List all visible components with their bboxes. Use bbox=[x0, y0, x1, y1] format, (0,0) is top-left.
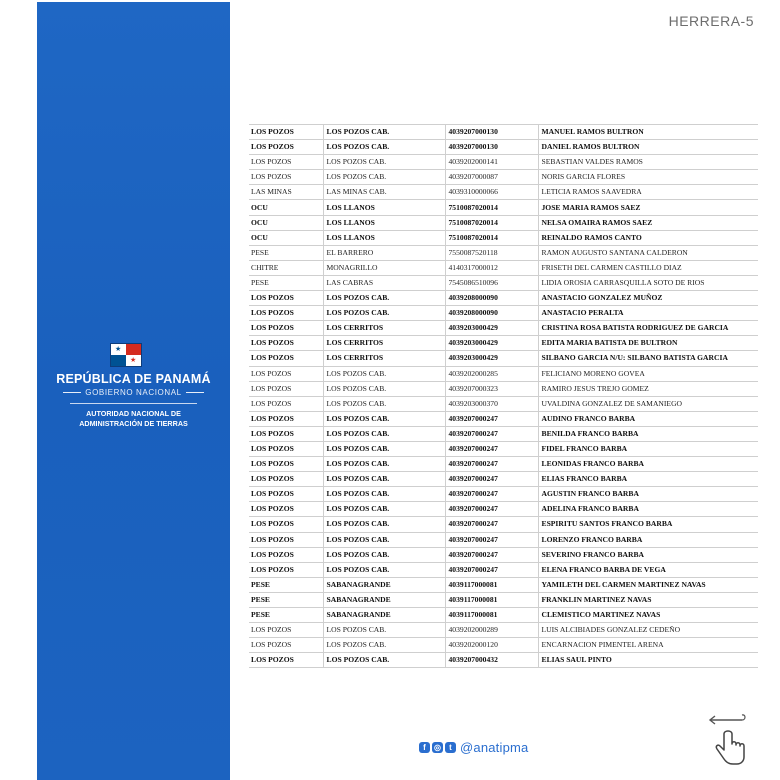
distrito-cell: LOS POZOS bbox=[249, 532, 323, 547]
corregimiento-cell: LOS CERRITOS bbox=[323, 321, 445, 336]
distrito-cell: LOS POZOS bbox=[249, 562, 323, 577]
distrito-cell: LOS POZOS bbox=[249, 472, 323, 487]
corregimiento-cell: LOS POZOS CAB. bbox=[323, 140, 445, 155]
table-row bbox=[249, 441, 758, 456]
finca-number-cell: 7510087020014 bbox=[445, 200, 538, 215]
distrito-cell: LOS POZOS bbox=[249, 351, 323, 366]
table-row bbox=[249, 245, 758, 260]
table-row bbox=[249, 336, 758, 351]
distrito-cell: LOS POZOS bbox=[249, 517, 323, 532]
distrito-cell: LAS MINAS bbox=[249, 185, 323, 200]
distrito-cell: LOS POZOS bbox=[249, 291, 323, 306]
finca-number-cell: 4039207000247 bbox=[445, 547, 538, 562]
owner-name-cell: ANASTACIO PERALTA bbox=[538, 306, 758, 321]
distrito-cell: OCU bbox=[249, 200, 323, 215]
owner-name-cell: SEBASTIAN VALDES RAMOS bbox=[538, 155, 758, 170]
owner-name-cell: BENILDA FRANCO BARBA bbox=[538, 426, 758, 441]
owner-name-cell: LORENZO FRANCO BARBA bbox=[538, 532, 758, 547]
table-row bbox=[249, 291, 758, 306]
distrito-cell: LOS POZOS bbox=[249, 155, 323, 170]
corregimiento-cell: LOS POZOS CAB. bbox=[323, 155, 445, 170]
distrito-cell: PESE bbox=[249, 275, 323, 290]
brand-sidebar bbox=[37, 2, 230, 780]
distrito-cell: LOS POZOS bbox=[249, 638, 323, 653]
government-label: GOBIERNO NACIONAL bbox=[37, 388, 230, 397]
facebook-icon[interactable]: f bbox=[419, 742, 430, 753]
distrito-cell: LOS POZOS bbox=[249, 502, 323, 517]
distrito-cell: LOS POZOS bbox=[249, 653, 323, 668]
corregimiento-cell: LOS POZOS CAB. bbox=[323, 517, 445, 532]
owner-name-cell: DANIEL RAMOS BULTRON bbox=[538, 140, 758, 155]
corregimiento-cell: LOS POZOS CAB. bbox=[323, 170, 445, 185]
table-row bbox=[249, 592, 758, 607]
corregimiento-cell: LOS POZOS CAB. bbox=[323, 441, 445, 456]
table-row bbox=[249, 155, 758, 170]
finca-number-cell: 4039202000285 bbox=[445, 366, 538, 381]
table-row bbox=[249, 638, 758, 653]
owner-name-cell: AGUSTIN FRANCO BARBA bbox=[538, 487, 758, 502]
divider bbox=[70, 403, 197, 404]
distrito-cell: LOS POZOS bbox=[249, 140, 323, 155]
distrito-cell: LOS POZOS bbox=[249, 623, 323, 638]
corregimiento-cell: LAS CABRAS bbox=[323, 275, 445, 290]
table-row bbox=[249, 502, 758, 517]
finca-number-cell: 4039207000247 bbox=[445, 517, 538, 532]
country-name: REPÚBLICA DE PANAMÁ bbox=[56, 372, 211, 386]
distrito-cell: LOS POZOS bbox=[249, 306, 323, 321]
table-row bbox=[249, 215, 758, 230]
finca-number-cell: 4039207000247 bbox=[445, 426, 538, 441]
owner-name-cell: MANUEL RAMOS BULTRON bbox=[538, 125, 758, 140]
distrito-cell: LOS POZOS bbox=[249, 336, 323, 351]
owner-name-cell: FRISETH DEL CARMEN CASTILLO DIAZ bbox=[538, 260, 758, 275]
finca-number-cell: 4039207000087 bbox=[445, 170, 538, 185]
owner-name-cell: ADELINA FRANCO BARBA bbox=[538, 502, 758, 517]
owner-name-cell: RAMON AUGUSTO SANTANA CALDERON bbox=[538, 245, 758, 260]
records-table bbox=[249, 124, 758, 668]
finca-number-cell: 4039207000247 bbox=[445, 441, 538, 456]
corregimiento-cell: LOS POZOS CAB. bbox=[323, 366, 445, 381]
corregimiento-cell: SABANAGRANDE bbox=[323, 608, 445, 623]
table-row bbox=[249, 381, 758, 396]
distrito-cell: LOS POZOS bbox=[249, 547, 323, 562]
distrito-cell: PESE bbox=[249, 577, 323, 592]
distrito-cell: PESE bbox=[249, 608, 323, 623]
finca-number-cell: 4039207000247 bbox=[445, 562, 538, 577]
table-row bbox=[249, 275, 758, 290]
finca-number-cell: 7510087020014 bbox=[445, 230, 538, 245]
finca-number-cell: 7550087520118 bbox=[445, 245, 538, 260]
corregimiento-cell: LOS POZOS CAB. bbox=[323, 638, 445, 653]
table-row bbox=[249, 653, 758, 668]
corregimiento-cell: LOS POZOS CAB. bbox=[323, 396, 445, 411]
owner-name-cell: LETICIA RAMOS SAAVEDRA bbox=[538, 185, 758, 200]
corregimiento-cell: LOS POZOS CAB. bbox=[323, 306, 445, 321]
finca-number-cell: 4039207000432 bbox=[445, 653, 538, 668]
finca-number-cell: 4039207000247 bbox=[445, 457, 538, 472]
table-row bbox=[249, 517, 758, 532]
owner-name-cell: ENCARNACION PIMENTEL ARENA bbox=[538, 638, 758, 653]
finca-number-cell: 4039207000323 bbox=[445, 381, 538, 396]
distrito-cell: LOS POZOS bbox=[249, 366, 323, 381]
corregimiento-cell: LOS POZOS CAB. bbox=[323, 472, 445, 487]
finca-number-cell: 4039207000247 bbox=[445, 532, 538, 547]
owner-name-cell: AUDINO FRANCO BARBA bbox=[538, 411, 758, 426]
finca-number-cell: 4039203000429 bbox=[445, 336, 538, 351]
finca-number-cell: 4039203000429 bbox=[445, 351, 538, 366]
table-row bbox=[249, 396, 758, 411]
finca-number-cell: 4039207000247 bbox=[445, 472, 538, 487]
corregimiento-cell: LOS LLANOS bbox=[323, 215, 445, 230]
corregimiento-cell: LOS LLANOS bbox=[323, 200, 445, 215]
corregimiento-cell: MONAGRILLO bbox=[323, 260, 445, 275]
table-row bbox=[249, 472, 758, 487]
social-links bbox=[419, 739, 528, 755]
owner-name-cell: ESPIRITU SANTOS FRANCO BARBA bbox=[538, 517, 758, 532]
owner-name-cell: FELICIANO MORENO GOVEA bbox=[538, 366, 758, 381]
finca-number-cell: 4039208000090 bbox=[445, 306, 538, 321]
corregimiento-cell: LOS POZOS CAB. bbox=[323, 125, 445, 140]
owner-name-cell: FIDEL FRANCO BARBA bbox=[538, 441, 758, 456]
distrito-cell: PESE bbox=[249, 245, 323, 260]
finca-number-cell: 4039207000247 bbox=[445, 487, 538, 502]
owner-name-cell: RAMIRO JESUS TREJO GOMEZ bbox=[538, 381, 758, 396]
corregimiento-cell: LOS POZOS CAB. bbox=[323, 502, 445, 517]
finca-number-cell: 4039310000066 bbox=[445, 185, 538, 200]
owner-name-cell: SILBANO GARCIA N/U: SILBANO BATISTA GARCIA bbox=[538, 351, 758, 366]
table-row bbox=[249, 321, 758, 336]
owner-name-cell: SEVERINO FRANCO BARBA bbox=[538, 547, 758, 562]
finca-number-cell: 4039207000130 bbox=[445, 140, 538, 155]
table-row bbox=[249, 547, 758, 562]
distrito-cell: LOS POZOS bbox=[249, 426, 323, 441]
finca-number-cell: 4039203000429 bbox=[445, 321, 538, 336]
table-row bbox=[249, 170, 758, 185]
table-row bbox=[249, 140, 758, 155]
corregimiento-cell: LOS POZOS CAB. bbox=[323, 487, 445, 502]
table-row bbox=[249, 411, 758, 426]
finca-number-cell: 4039202000120 bbox=[445, 638, 538, 653]
distrito-cell: LOS POZOS bbox=[249, 411, 323, 426]
finca-number-cell: 4039202000141 bbox=[445, 155, 538, 170]
corregimiento-cell: LOS POZOS CAB. bbox=[323, 547, 445, 562]
corregimiento-cell: LOS POZOS CAB. bbox=[323, 532, 445, 547]
table-row bbox=[249, 532, 758, 547]
page-tag: HERRERA-5 bbox=[668, 13, 754, 29]
owner-name-cell: EDITA MARIA BATISTA DE BULTRON bbox=[538, 336, 758, 351]
table-row bbox=[249, 487, 758, 502]
table-row bbox=[249, 185, 758, 200]
table-row bbox=[249, 577, 758, 592]
owner-name-cell: CLEMISTICO MARTINEZ NAVAS bbox=[538, 608, 758, 623]
table-row bbox=[249, 230, 758, 245]
table-row bbox=[249, 457, 758, 472]
owner-name-cell: LEONIDAS FRANCO BARBA bbox=[538, 457, 758, 472]
owner-name-cell: ELIAS FRANCO BARBA bbox=[538, 472, 758, 487]
table-row bbox=[249, 426, 758, 441]
finca-number-cell: 4039208000090 bbox=[445, 291, 538, 306]
table-row bbox=[249, 608, 758, 623]
table-row bbox=[249, 200, 758, 215]
distrito-cell: LOS POZOS bbox=[249, 321, 323, 336]
finca-number-cell: 4039202000289 bbox=[445, 623, 538, 638]
corregimiento-cell: LOS POZOS CAB. bbox=[323, 653, 445, 668]
corregimiento-cell: SABANAGRANDE bbox=[323, 577, 445, 592]
finca-number-cell: 7510087020014 bbox=[445, 215, 538, 230]
corregimiento-cell: LOS CERRITOS bbox=[323, 336, 445, 351]
table-row bbox=[249, 366, 758, 381]
table-row bbox=[249, 351, 758, 366]
table-row bbox=[249, 623, 758, 638]
owner-name-cell: UVALDINA GONZALEZ DE SAMANIEGO bbox=[538, 396, 758, 411]
owner-name-cell: NELSA OMAIRA RAMOS SAEZ bbox=[538, 215, 758, 230]
owner-name-cell: LUIS ALCIBIADES GONZALEZ CEDEÑO bbox=[538, 623, 758, 638]
table-row bbox=[249, 125, 758, 140]
table-row bbox=[249, 260, 758, 275]
finca-number-cell: 4039207000247 bbox=[445, 502, 538, 517]
finca-number-cell: 4039117000081 bbox=[445, 592, 538, 607]
distrito-cell: LOS POZOS bbox=[249, 457, 323, 472]
twitter-icon[interactable]: t bbox=[445, 742, 456, 753]
corregimiento-cell: LOS POZOS CAB. bbox=[323, 457, 445, 472]
corregimiento-cell: LOS POZOS CAB. bbox=[323, 411, 445, 426]
corregimiento-cell: LOS POZOS CAB. bbox=[323, 562, 445, 577]
distrito-cell: LOS POZOS bbox=[249, 125, 323, 140]
owner-name-cell: LIDIA OROSIA CARRASQUILLA SOTO DE RIOS bbox=[538, 275, 758, 290]
corregimiento-cell: LOS POZOS CAB. bbox=[323, 381, 445, 396]
finca-number-cell: 4039117000081 bbox=[445, 577, 538, 592]
corregimiento-cell: LAS MINAS CAB. bbox=[323, 185, 445, 200]
distrito-cell: OCU bbox=[249, 230, 323, 245]
corregimiento-cell: EL BARRERO bbox=[323, 245, 445, 260]
finca-number-cell: 4140317000012 bbox=[445, 260, 538, 275]
owner-name-cell: ELIAS SAUL PINTO bbox=[538, 653, 758, 668]
swipe-hand-icon bbox=[706, 712, 750, 768]
owner-name-cell: FRANKLIN MARTINEZ NAVAS bbox=[538, 592, 758, 607]
distrito-cell: LOS POZOS bbox=[249, 487, 323, 502]
owner-name-cell: NORIS GARCIA FLORES bbox=[538, 170, 758, 185]
distrito-cell: LOS POZOS bbox=[249, 441, 323, 456]
table-row bbox=[249, 562, 758, 577]
owner-name-cell: ELENA FRANCO BARBA DE VEGA bbox=[538, 562, 758, 577]
records-body bbox=[249, 125, 758, 668]
corregimiento-cell: LOS POZOS CAB. bbox=[323, 623, 445, 638]
instagram-icon[interactable]: ◎ bbox=[432, 742, 443, 753]
finca-number-cell: 4039117000081 bbox=[445, 608, 538, 623]
finca-number-cell: 7545086510096 bbox=[445, 275, 538, 290]
finca-number-cell: 4039203000370 bbox=[445, 396, 538, 411]
owner-name-cell: REINALDO RAMOS CANTO bbox=[538, 230, 758, 245]
owner-name-cell: YAMILETH DEL CARMEN MARTINEZ NAVAS bbox=[538, 577, 758, 592]
panama-flag-icon: ★ ★ bbox=[110, 343, 142, 367]
distrito-cell: CHITRE bbox=[249, 260, 323, 275]
distrito-cell: LOS POZOS bbox=[249, 381, 323, 396]
corregimiento-cell: LOS LLANOS bbox=[323, 230, 445, 245]
distrito-cell: PESE bbox=[249, 592, 323, 607]
distrito-cell: LOS POZOS bbox=[249, 396, 323, 411]
finca-number-cell: 4039207000247 bbox=[445, 411, 538, 426]
owner-name-cell: ANASTACIO GONZALEZ MUÑOZ bbox=[538, 291, 758, 306]
corregimiento-cell: LOS POZOS CAB. bbox=[323, 291, 445, 306]
owner-name-cell: CRISTINA ROSA BATISTA RODRIGUEZ DE GARCIA bbox=[538, 321, 758, 336]
table-row bbox=[249, 306, 758, 321]
finca-number-cell: 4039207000130 bbox=[445, 125, 538, 140]
distrito-cell: OCU bbox=[249, 215, 323, 230]
owner-name-cell: JOSE MARIA RAMOS SAEZ bbox=[538, 200, 758, 215]
corregimiento-cell: LOS CERRITOS bbox=[323, 351, 445, 366]
distrito-cell: LOS POZOS bbox=[249, 170, 323, 185]
corregimiento-cell: SABANAGRANDE bbox=[323, 592, 445, 607]
corregimiento-cell: LOS POZOS CAB. bbox=[323, 426, 445, 441]
social-handle[interactable]: @anatipma bbox=[460, 739, 529, 755]
agency-name: AUTORIDAD NACIONAL DE ADMINISTRACIÓN DE TIERRAS bbox=[79, 409, 188, 428]
